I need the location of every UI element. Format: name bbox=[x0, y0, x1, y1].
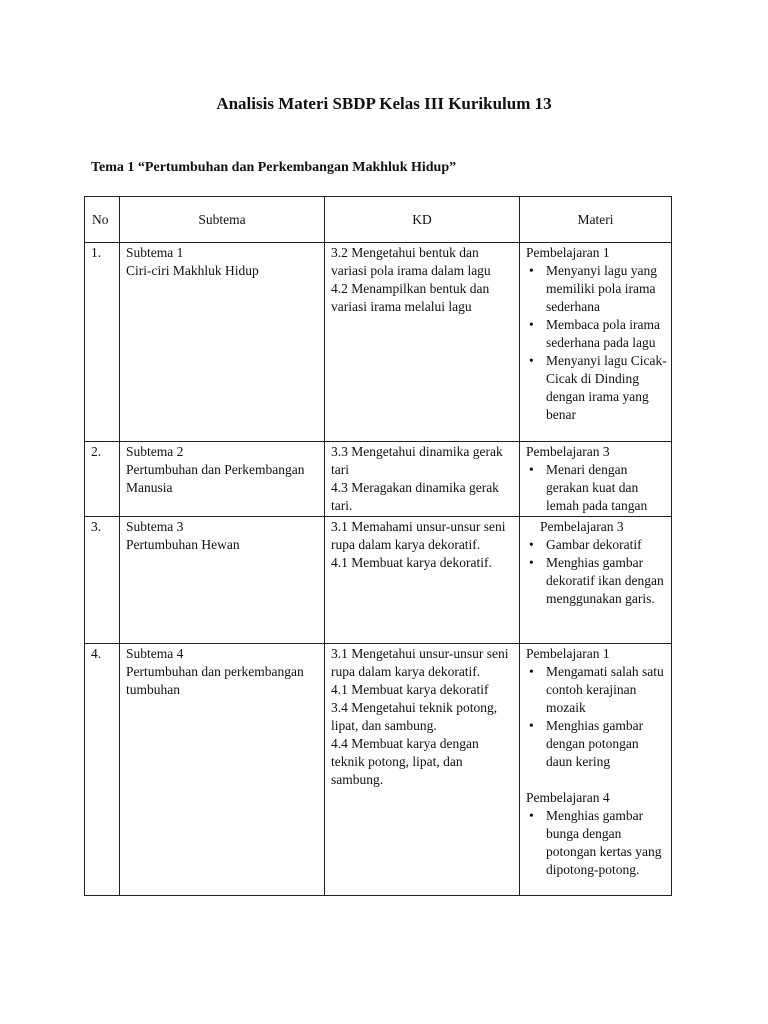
materi-item: • Gambar dekoratif bbox=[546, 536, 667, 554]
row-number: 1. bbox=[85, 243, 120, 442]
subtema-label: Subtema 1 bbox=[126, 245, 184, 260]
pembelajaran-heading: Pembelajaran 3 bbox=[540, 519, 624, 534]
materi-list bbox=[526, 536, 667, 608]
materi-item: • Menari dengan gerakan kuat dan lemah pada tangan bbox=[546, 461, 667, 515]
tema-heading: Tema 1 “Pertumbuhan dan Perkembangan Makhluk Hidup” bbox=[91, 160, 457, 175]
pembelajaran-heading: Pembelajaran 3 bbox=[526, 444, 610, 459]
materi-item: • Menghias gambar dengan potongan daun kering bbox=[546, 717, 667, 771]
kd-item: 3.4 Mengetahui teknik potong, lipat, dan sambung. bbox=[331, 700, 498, 733]
pembelajaran-heading: Pembelajaran 1 bbox=[526, 646, 610, 661]
kd-item: 4.1 Membuat karya dekoratif. bbox=[331, 555, 492, 570]
table-header-row bbox=[85, 197, 672, 243]
materi-list bbox=[526, 461, 667, 515]
subtema-cell bbox=[120, 644, 325, 896]
materi-item: • Menghias gambar dekoratif ikan dengan menggunakan garis. bbox=[546, 554, 667, 608]
subtema-cell bbox=[120, 442, 325, 517]
subtema-name: Pertumbuhan dan perkembangan tumbuhan bbox=[126, 664, 304, 697]
materi-item: • Menyanyi lagu Cicak-Cicak di Dinding dengan irama yang benar bbox=[546, 352, 667, 424]
table-row bbox=[85, 243, 672, 442]
kd-item: 4.3 Meragakan dinamika gerak tari. bbox=[331, 480, 499, 513]
kd-item: 4.4 Membuat karya dengan teknik potong, lipat, dan sambung. bbox=[331, 736, 479, 787]
spacer bbox=[526, 771, 667, 789]
header-materi: Materi bbox=[520, 197, 672, 243]
kd-cell bbox=[325, 243, 520, 442]
kd-item: 3.1 Memahami unsur-unsur seni rupa dalam karya dekoratif. bbox=[331, 519, 506, 552]
materi-item: • Menghias gambar bunga dengan potongan kertas yang dipotong-potong. bbox=[546, 807, 667, 879]
row-number: 2. bbox=[85, 442, 120, 517]
header-no: No bbox=[85, 197, 120, 243]
materi-item: • Mengamati salah satu contoh kerajinan mozaik bbox=[546, 663, 667, 717]
table-row bbox=[85, 517, 672, 644]
subtema-label: Subtema 2 bbox=[126, 444, 184, 459]
materi-list bbox=[526, 262, 667, 424]
subtema-label: Subtema 4 bbox=[126, 646, 184, 661]
kd-cell bbox=[325, 517, 520, 644]
materi-cell bbox=[520, 243, 672, 442]
materi-item: • Membaca pola irama sederhana pada lagu bbox=[546, 316, 667, 352]
row-number: 3. bbox=[85, 517, 120, 644]
materi-item: • Menyanyi lagu yang memiliki pola irama sederhana bbox=[546, 262, 667, 316]
pembelajaran-heading: Pembelajaran 1 bbox=[526, 245, 610, 260]
subtema-name: Ciri-ciri Makhluk Hidup bbox=[126, 263, 259, 278]
materi-list bbox=[526, 663, 667, 771]
materi-cell bbox=[520, 644, 672, 896]
kd-item: 3.1 Mengetahui unsur-unsur seni rupa dalam karya dekoratif. bbox=[331, 646, 509, 679]
materi-table bbox=[84, 196, 672, 896]
subtema-cell bbox=[120, 517, 325, 644]
kd-item: 4.2 Menampilkan bentuk dan variasi irama melalui lagu bbox=[331, 281, 490, 314]
table-row bbox=[85, 644, 672, 896]
materi-list bbox=[526, 807, 667, 879]
document-title: Analisis Materi SBDP Kelas III Kurikulum 13 bbox=[216, 94, 552, 113]
pembelajaran-heading: Pembelajaran 4 bbox=[526, 790, 610, 805]
materi-cell bbox=[520, 517, 672, 644]
kd-cell bbox=[325, 644, 520, 896]
kd-item: 3.2 Mengetahui bentuk dan variasi pola irama dalam lagu bbox=[331, 245, 491, 278]
row-number: 4. bbox=[85, 644, 120, 896]
subtema-name: Pertumbuhan dan Perkembangan Manusia bbox=[126, 462, 305, 495]
kd-cell bbox=[325, 442, 520, 517]
header-kd: KD bbox=[325, 197, 520, 243]
subtema-cell bbox=[120, 243, 325, 442]
subtema-name: Pertumbuhan Hewan bbox=[126, 537, 240, 552]
header-subtema: Subtema bbox=[120, 197, 325, 243]
kd-item: 4.1 Membuat karya dekoratif bbox=[331, 682, 489, 697]
kd-item: 3.3 Mengetahui dinamika gerak tari bbox=[331, 444, 503, 477]
subtema-label: Subtema 3 bbox=[126, 519, 184, 534]
table-row bbox=[85, 442, 672, 517]
materi-cell bbox=[520, 442, 672, 517]
